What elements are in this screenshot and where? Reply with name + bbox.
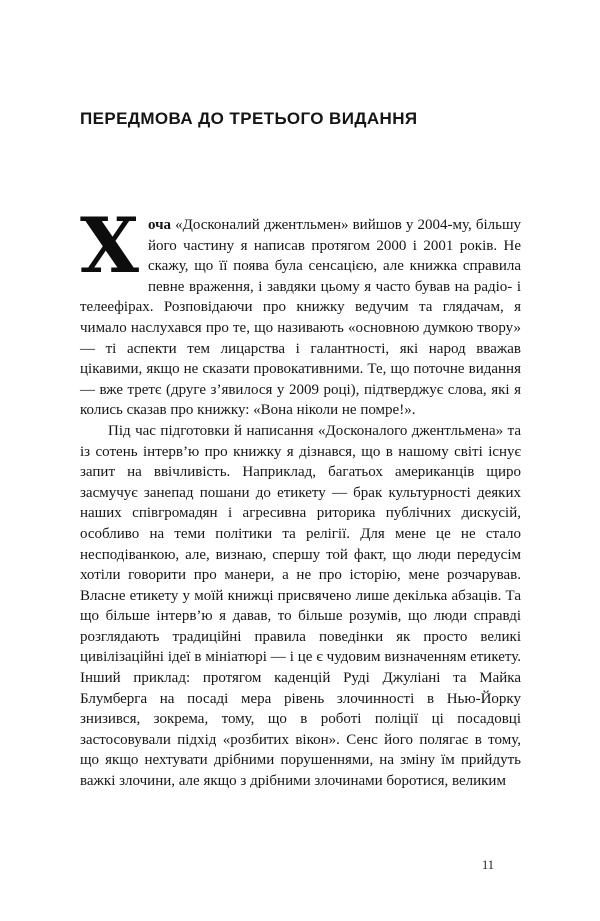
paragraph-1 [80, 201, 521, 421]
body-text [80, 201, 521, 792]
chapter-heading: ПЕРЕДМОВА ДО ТРЕТЬОГО ВИДАННЯ [80, 109, 418, 128]
drop-cap: Х [80, 201, 139, 290]
page-number: 11 [482, 858, 495, 872]
paragraph-1-text: «Досконалий джентльмен» вийшов у 2004-му, більшу його частину я написав протягом 2000 і 2001 років. Не скажу, що її поява була сенсацією, але книжка справила певне враження, і завдяки цьому я часто бував на радіо- і телеефірах. Розповідаючи про книжку ведучим та глядачам, я чимало наслухався про те, що називають «основною думкою твору» — ті аспекти тем лицарства і галантності, які народ вважав цікавими, якщо не сказати провокативними. Те, що поточне видання — вже третє (друге з’явилося у 2009 році), підтверджує слова, які я колись сказав про книжку: «Вона ніколи не помре!». [80, 217, 521, 419]
paragraph-2: Під час підготовки й написання «Досконалого джентльмена» та із сотень інтерв’ю про книжку я дізнався, що в нашому світі існує запит на ввічливість. Наприклад, багатьох американців щиро засмучує занепад пошани до етикету — брак культурності деяких наших співгромадян і агресивна риторика публічних дискусій, особливо на теми політики та релігії. Для мене це не стало несподіванкою, але, визнаю, спершу той факт, що люди передусім хотіли говорити про манери, а не про історію, мене розчарував. Власне етикету у моїй книжці присвячено лише декілька абзаців. Та що більше інтерв’ю я давав, то більше розумів, що люди справді розглядають традиційні правила поведінки як просто великі цивілізаційні ідеї в мініатюрі — і це є чудовим визначенням етикету. Інший приклад: протягом каденцій Руді Джуліані та Майка Блумберга на посаді мера рівень злочинності в Нью-Йорку знизився, зокрема, тому, що в роботі поліції ці посадовці застосовували підхід «розбитих вікон». Сенс його полягає в тому, що якщо нехтувати дрібними порушеннями, на зміну їм прийдуть важкі злочини, але якщо з дрібними злочинами боротися, великим [80, 422, 521, 790]
first-word-rest: оча [147, 217, 172, 233]
